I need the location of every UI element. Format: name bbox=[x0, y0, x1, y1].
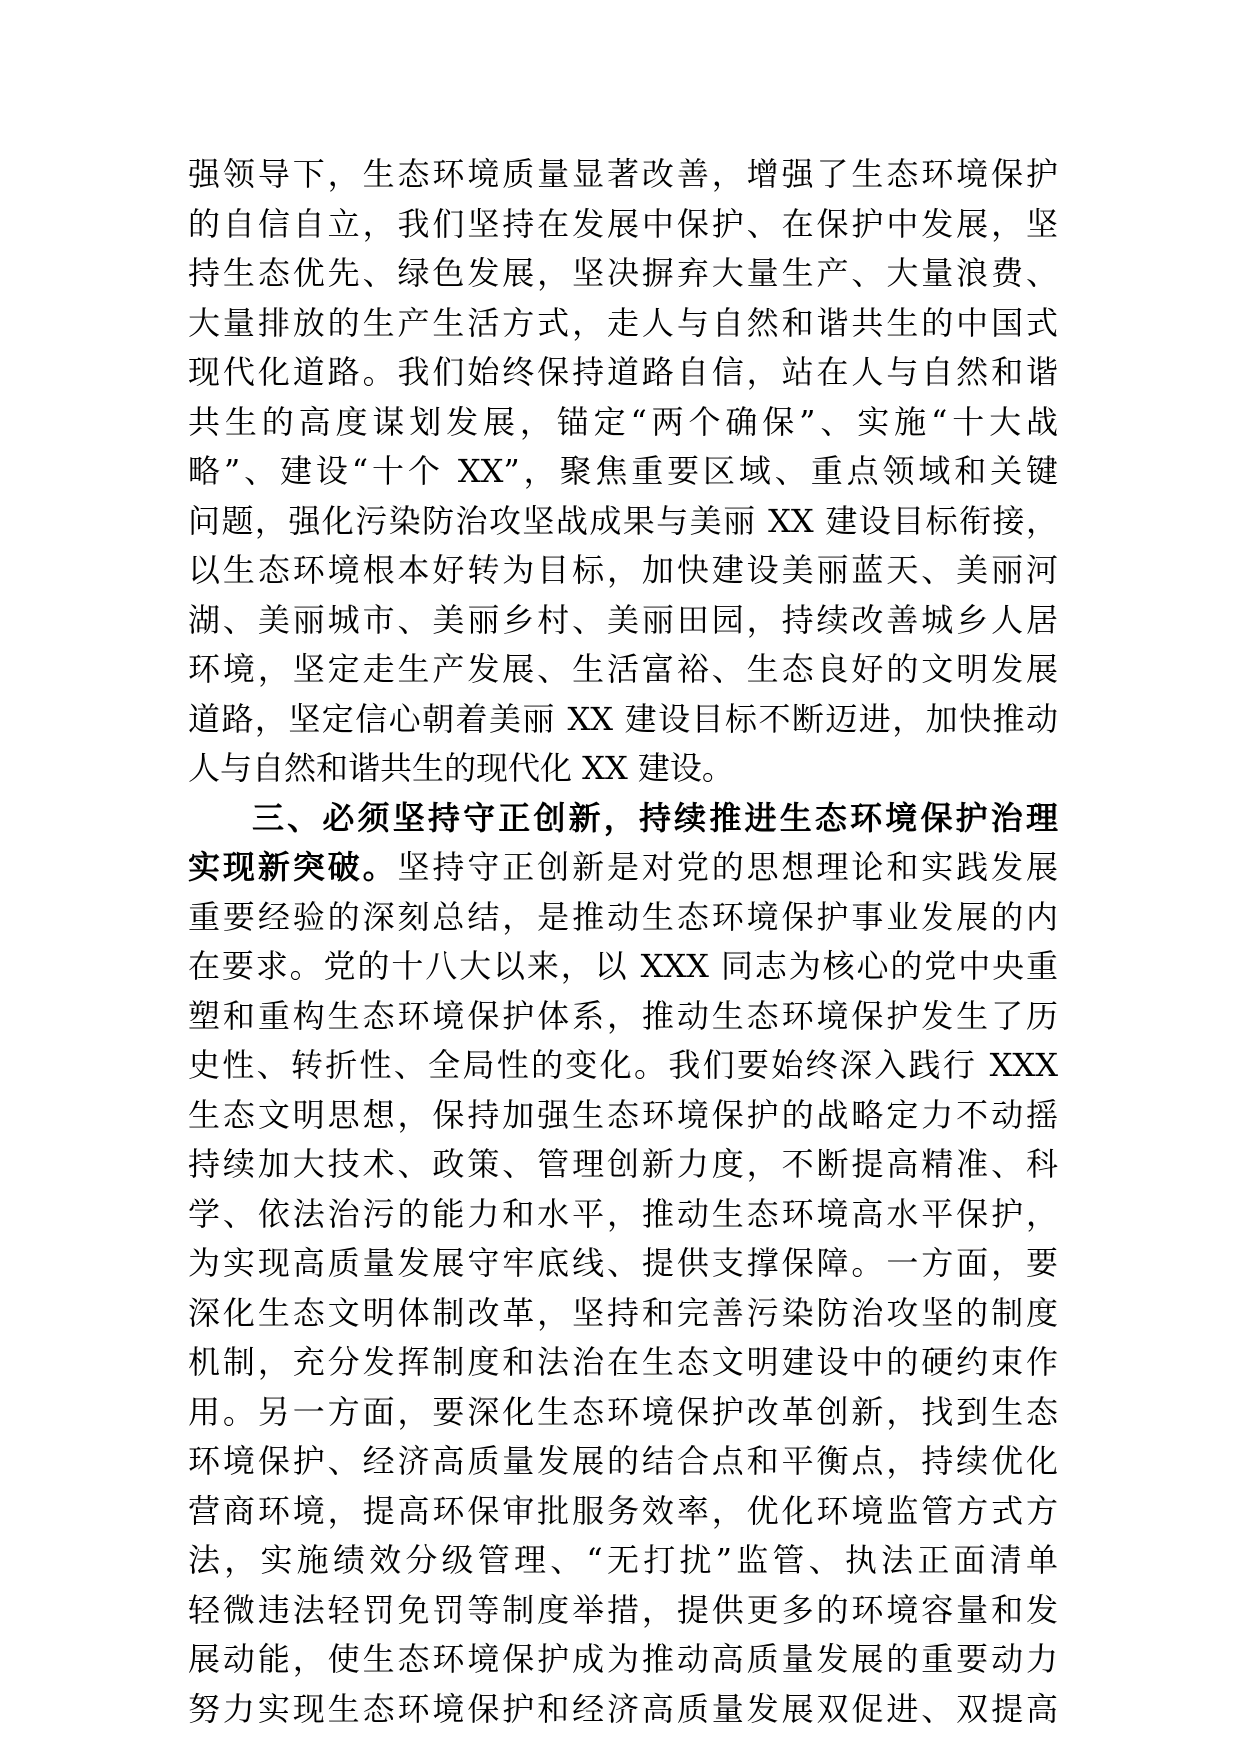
text-line: 以生态环境根本好转为目标，加快建设美丽蓝天、美丽河 bbox=[188, 551, 1058, 589]
text-line: 环境保护、经济高质量发展的结合点和平衡点，持续优化 bbox=[188, 1442, 1058, 1480]
text-line: 展动能，使生态环境保护成为推动高质量发展的重要动力 bbox=[188, 1640, 1058, 1678]
text-line: 现代化道路。我们始终保持道路自信，站在人与自然和谐 bbox=[188, 353, 1058, 391]
text-line: 在要求。党的十八大以来，以 XXX 同志为核心的党中央重 bbox=[188, 947, 1058, 985]
text-line: 用。另一方面，要深化生态环境保护改革创新，找到生态 bbox=[188, 1392, 1058, 1431]
text-line: 为实现高质量发展守牢底线、提供支撑保障。一方面，要 bbox=[188, 1244, 1058, 1282]
text-line: 学、依法治污的能力和水平，推动生态环境高水平保护， bbox=[188, 1194, 1058, 1233]
text-line: 强领导下，生态环境质量显著改善，增强了生态环境保护 bbox=[188, 155, 1058, 193]
text-line: 持生态优先、绿色发展，坚决摒弃大量生产、大量浪费、 bbox=[188, 254, 1058, 292]
text-line: 轻微违法轻罚免罚等制度举措，提供更多的环境容量和发 bbox=[188, 1590, 1058, 1629]
paragraph-continuation bbox=[188, 150, 1058, 794]
text-line: 深化生态文明体制改革，坚持和完善污染防治攻坚的制度 bbox=[188, 1293, 1058, 1332]
text-line: 机制，充分发挥制度和法治在生态文明建设中的硬约束作 bbox=[188, 1343, 1058, 1381]
text-line: 塑和重构生态环境保护体系，推动生态环境保护发生了历 bbox=[188, 996, 1058, 1035]
text-line bbox=[188, 843, 1058, 893]
text-line: 人与自然和谐共生的现代化 XX 建设。 bbox=[188, 749, 734, 787]
text-line: 湖、美丽城市、美丽乡村、美丽田园，持续改善城乡人居 bbox=[188, 600, 1058, 639]
text-line: 环境，坚定走生产发展、生活富裕、生态良好的文明发展 bbox=[188, 650, 1058, 688]
text-line: 持续加大技术、政策、管理创新力度，不断提高精准、科 bbox=[188, 1145, 1058, 1183]
text-line: 营商环境，提高环保审批服务效率，优化环境监管方式方 bbox=[188, 1491, 1058, 1530]
text-line: 法，实施绩效分级管理、“无打扰”监管、执法正面清单 bbox=[188, 1541, 1058, 1579]
section-three-paragraph bbox=[188, 794, 1058, 1735]
text-line: 大量排放的生产生活方式，走人与自然和谐共生的中国式 bbox=[188, 303, 1058, 342]
text-line: 略”、建设“十个 XX”，聚焦重要区域、重点领域和关键 bbox=[188, 452, 1058, 490]
section-heading-end: 实现新突破。 bbox=[188, 848, 398, 886]
text-line: 生态文明思想，保持加强生态环境保护的战略定力不动摇 bbox=[188, 1095, 1058, 1134]
text-segment: 坚持守正创新是对党的思想理论和实践发展 bbox=[397, 848, 1058, 886]
text-line: 道路，坚定信心朝着美丽 XX 建设目标不断迈进，加快推动 bbox=[188, 699, 1058, 738]
text-line: 努力实现生态环境保护和经济高质量发展双促进、双提高 bbox=[188, 1689, 1058, 1728]
text-line: 的自信自立，我们坚持在发展中保护、在保护中发展，坚 bbox=[188, 204, 1058, 243]
text-line: 重要经验的深刻总结，是推动生态环境保护事业发展的内 bbox=[188, 897, 1058, 936]
text-line: 史性、转折性、全局性的变化。我们要始终深入践行 XXX bbox=[188, 1046, 1058, 1084]
document-body bbox=[188, 150, 1058, 1734]
text-line: 共生的高度谋划发展，锚定“两个确保”、实施“十大战 bbox=[188, 402, 1058, 441]
section-heading: 三、必须坚持守正创新，持续推进生态环境保护治理 bbox=[252, 798, 1058, 837]
text-line: 问题，强化污染防治攻坚战成果与美丽 XX 建设目标衔接， bbox=[188, 501, 1058, 540]
